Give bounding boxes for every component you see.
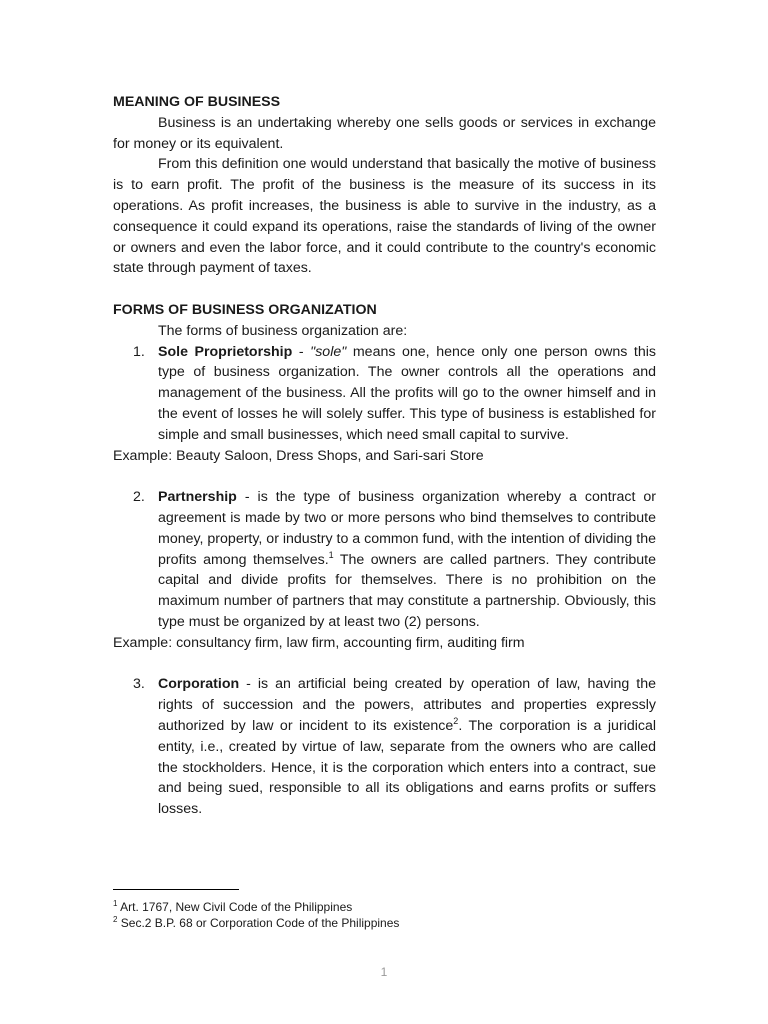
item-text-before: - is an artificial being created by operation of law, having the rights of succession and the powers, attributes and properties expressly authorized by law or incident to its existence [158, 676, 656, 734]
example-sole-proprietorship: Example: Beauty Saloon, Dress Shops, and Sari-sari Store [113, 447, 484, 464]
list-number: 1. [133, 343, 145, 360]
item-text-before: - is the type of business organization whereby a contract or agreement is made by two or more persons who bind themselves to contribute money, property, or industry to a common fund, with the intention of dividing the profits among themselves. [158, 489, 656, 568]
footnote-1: $^1$ Art. 1767, New Civil Code of the Philippines [113, 899, 353, 914]
forms-heading: FORMS OF BUSINESS ORGANIZATION [113, 301, 377, 318]
footnote-divider [113, 889, 239, 890]
term-quote: "sole" [310, 343, 347, 360]
list-item-sole-proprietorship [113, 342, 656, 446]
item-text-after: The owners are called partners. They contribute capital and divide profits for themselves. There is no prohibition on the maximum number of partners that may constitute a partnership. Obviously, this type must be organized by at least two (2) persons. [158, 551, 656, 630]
document-page [113, 92, 656, 820]
footnote-ref-2: 2 [453, 715, 459, 726]
meaning-paragraph-2: From this definition one would understand that basically the motive of business is to earn profit. The profit of the business is the measure of its success in its operations. As profit increases, the business is able to survive in the industry, as a consequence it could expand its operations, raise the standards of living of the owner or owners and even the labor force, and it could contribute to the country's economic state through payment of taxes. [113, 156, 656, 277]
footnotes [113, 889, 656, 931]
item-text-after: . The corporation is a juridical entity, i.e., created by virtue of law, separate from the owners who are called the stockholders. Hence, it is the corporation which enters into a contract, sue and being sued, responsible to all its obligations and earns profits or suffers losses. [158, 717, 657, 818]
example-partnership: Example: consultancy firm, law firm, accounting firm, auditing firm [113, 634, 525, 651]
list-number: 3. [133, 676, 145, 693]
list-number: 2. [133, 489, 145, 506]
term-partnership: Partnership [158, 489, 237, 506]
meaning-paragraph-1: Business is an undertaking whereby one sells goods or services in exchange for money or its equivalent. [113, 114, 656, 152]
term-dash: - [292, 343, 311, 360]
page-number: 1 [380, 965, 388, 979]
item-text: means one, hence only one person owns this type of business organization. The owner controls all the operations and management of the business. All the profits will go to the owner himself and in the event of losses he will solely suffer. This type of business is established for simple and small businesses, which need small capital to survive. [158, 343, 656, 443]
forms-intro: The forms of business organization are: [158, 322, 408, 339]
list-item-partnership [113, 487, 656, 633]
list-item-corporation [113, 674, 656, 820]
term-sole-proprietorship: Sole Proprietorship [158, 343, 293, 360]
term-corporation: Corporation [158, 676, 240, 693]
meaning-heading: MEANING OF BUSINESS [113, 94, 281, 110]
footnote-ref-1: 1 [328, 549, 334, 560]
footnote-2: $^2$ Sec.2 B.P. 68 or Corporation Code of the Philippines [113, 915, 400, 930]
